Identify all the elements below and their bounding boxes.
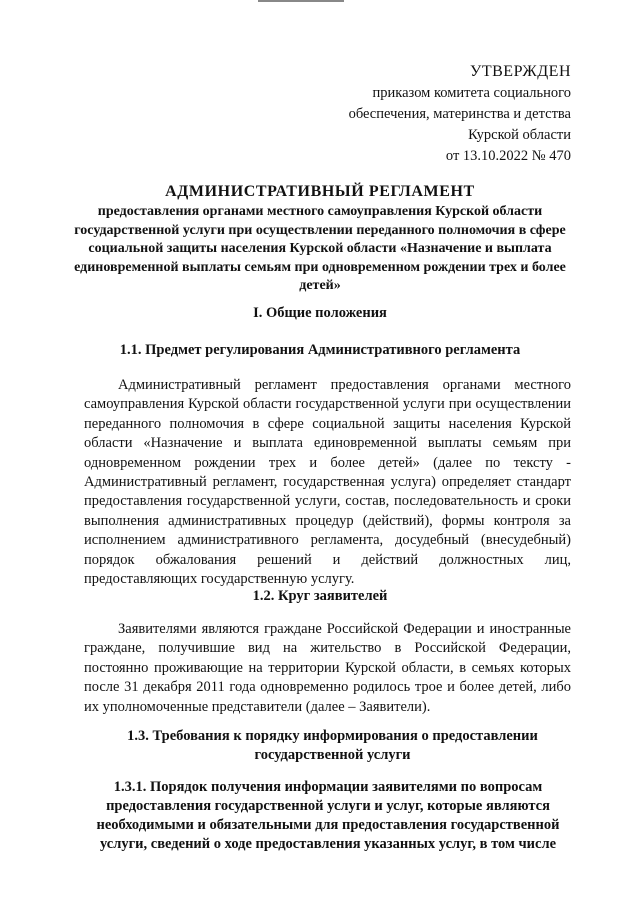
paragraph-text: Заявителями являются граждане Российской Федерации и иностранные граждане, получившие вид на жительство в Российской Федерации, постоянно проживающие на территории Курской области, в семьях которых после 31 декабря 2011 года одновременно родилось трое и более детей, либо их уполномоченные представители (далее – Заявители). (84, 621, 571, 715)
document-title-block (60, 181, 580, 296)
approval-heading: УТВЕРЖДЕН (470, 63, 571, 80)
approval-stamp-block (349, 61, 571, 167)
subsection-heading-1-3-1: 1.3.1. Порядок получения информации заявителями по вопросам предоставления государственной услуги и услуг, которые являются необходимыми и обязательными для предоставления государственной услуги, сведений о ходе предоставления указанных услуг, в том числе (96, 779, 560, 852)
paragraph-1-1 (84, 376, 571, 589)
subsection-heading-1-2: 1.2. Круг заявителей (252, 588, 388, 604)
paragraph-text: Административный регламент предоставления органами местного самоуправления Курской области государственной услуги при осуществлении переданного полномочия в сфере социальной защиты населения Курской области «Назначение и выплата единовременной выплаты семьям при одновременном рождении трех и более детей» (далее по тексту - Административный регламент, государственная услуга) определяет стандарт предоставления государственной услуги, состав, последовательность и сроки выполнения административных процедур (действий), формы контроля за исполнением административного регламента, досудебный (внесудебный) порядок обжалования решений и действий должностных лиц, предоставляющих государственную услугу. (84, 377, 571, 588)
scan-top-mark (258, 0, 344, 2)
section-heading: I. Общие положения (253, 305, 387, 321)
subsection-heading-1-3: 1.3. Требования к порядку информирования о предоставлении государственной услуги (127, 728, 538, 763)
approval-line: приказом комитета социального (372, 85, 571, 101)
document-subtitle: предоставления органами местного самоуправления Курской области государственной услуги при осуществлении переданного полномочия в сфере социальной защиты населения Курской области «Назначение и выплата единовременной выплаты семьям при одновременном рождении трех и более детей» (74, 204, 566, 294)
approval-date-number: от 13.10.2022 № 470 (445, 148, 571, 164)
approval-line: Курской области (468, 127, 571, 143)
document-title: АДМИНИСТРАТИВНЫЙ РЕГЛАМЕНТ (165, 183, 475, 200)
paragraph-1-2 (84, 620, 571, 717)
subsection-heading-1-1: 1.1. Предмет регулирования Административного регламента (119, 342, 521, 358)
approval-line: обеспечения, материнства и детства (348, 106, 571, 122)
